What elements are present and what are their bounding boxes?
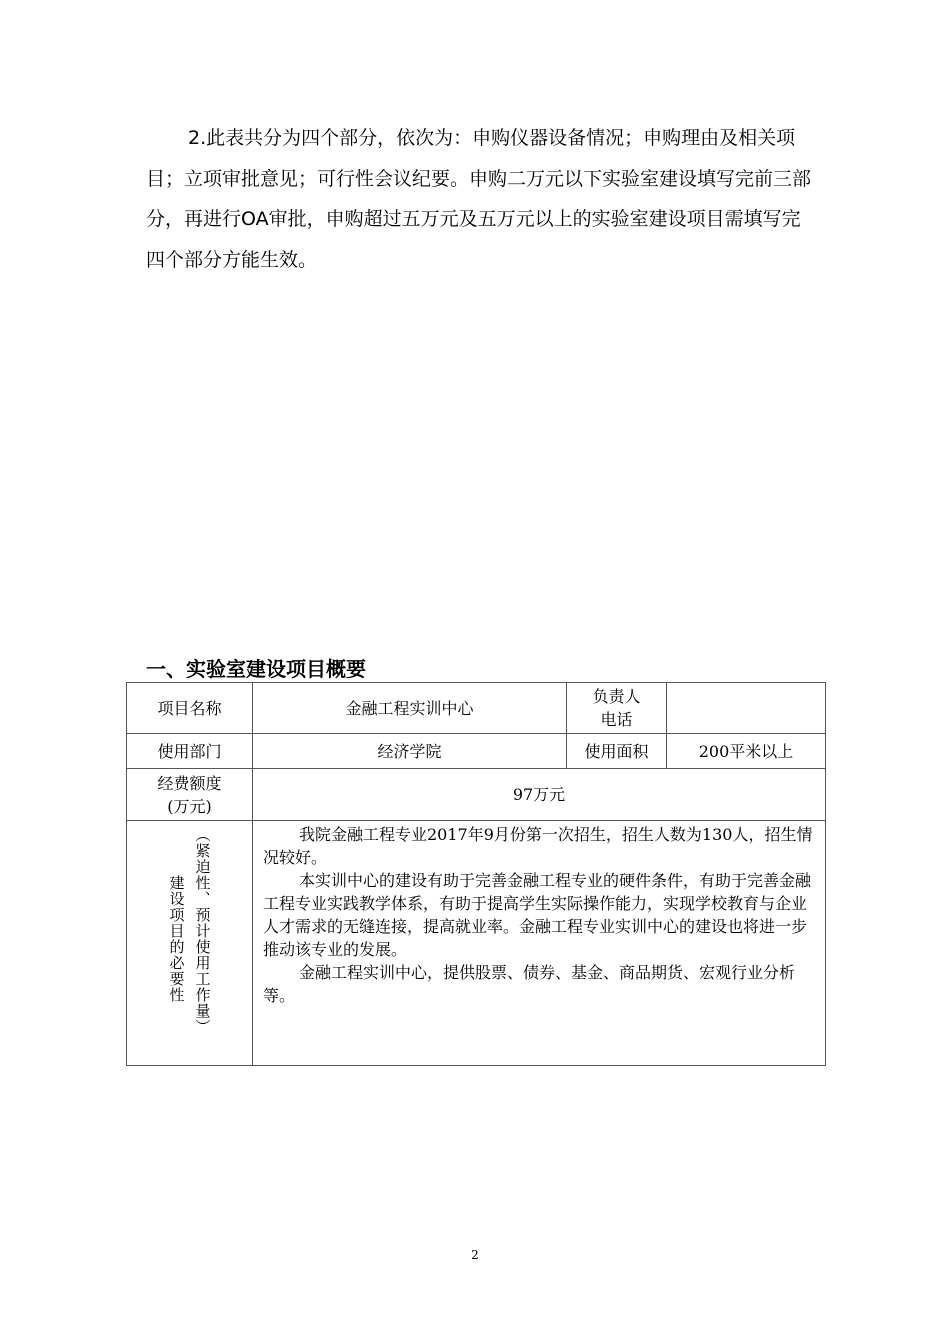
owner-label [567, 683, 667, 734]
table-row [127, 821, 826, 1066]
dept-label: 使用部门 [127, 734, 253, 769]
owner-label-line1: 负责人 [592, 687, 641, 706]
necessity-label-main: 建设项目的必要性 [167, 875, 186, 1003]
table-row [127, 769, 826, 821]
area-label: 使用面积 [567, 734, 667, 769]
budget-label-line2: (万元) [167, 796, 212, 816]
dept-value: 经济学院 [253, 734, 567, 769]
project-name-label: 项目名称 [127, 683, 253, 734]
budget-label-line1: 经费额度 [157, 773, 222, 793]
project-summary-table [126, 682, 826, 1066]
necessity-paragraph-1: 我院金融工程专业2017年9月份第一次招生，招生人数为130人，招生情况较好。 [263, 825, 813, 867]
area-value: 200平米以上 [667, 734, 826, 769]
budget-label [127, 769, 253, 821]
necessity-paragraph-3: 金融工程实训中心，提供股票、债券、基金、商品期货、宏观行业分析等。 [263, 963, 796, 1005]
necessity-content [253, 821, 826, 1066]
intro-text: 2.此表共分为四个部分，依次为：申购仪器设备情况；申购理由及相关项目；立项审批意见；可行性会议纪要。申购二万元以下实验室建设填写完前三部分，再进行OA审批，申购超过五万元及五万元以上的实验室建设项目需填写完四个部分方能生效。 [146, 127, 812, 271]
owner-label-line2: 电话 [600, 710, 633, 729]
necessity-label [127, 821, 253, 1066]
project-name-value: 金融工程实训中心 [253, 683, 567, 734]
budget-value: 97万元 [253, 769, 826, 821]
table-row [127, 734, 826, 769]
section-title: 一、实验室建设项目概要 [146, 657, 366, 681]
intro-paragraph [146, 118, 814, 280]
table-row [127, 683, 826, 734]
necessity-paragraph-2: 本实训中心的建设有助于完善金融工程专业的硬件条件，有助于完善金融工程专业实践教学体系，有助于提高学生实际操作能力，实现学校教育与企业人才需求的无缝连接，提高就业率。金融工程专业实训中心的建设也将进一步推动该专业的发展。 [263, 871, 812, 959]
owner-value [667, 683, 826, 734]
page-number: 2 [471, 1248, 479, 1262]
necessity-label-sub: （紧迫性、预计使用工作量） [193, 827, 212, 1035]
